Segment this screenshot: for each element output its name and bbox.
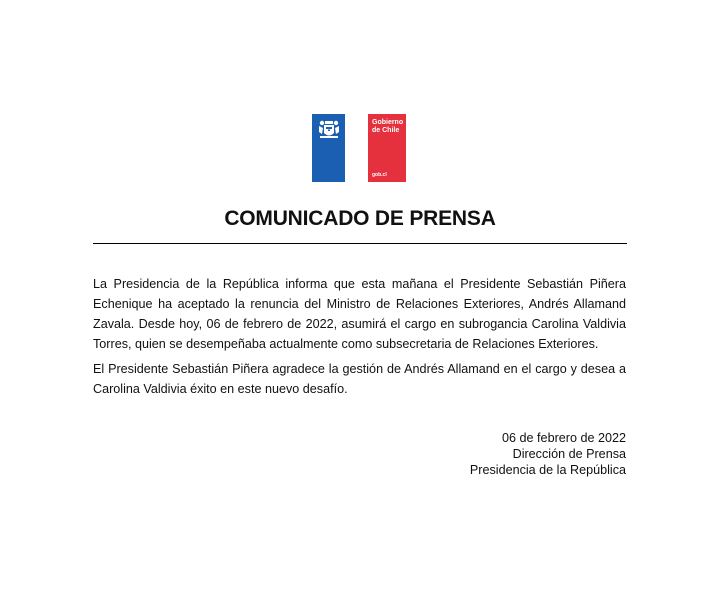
signature-department: Dirección de Prensa <box>512 447 626 461</box>
government-crest-logo <box>312 114 345 182</box>
title-divider <box>93 243 627 244</box>
gobierno-de-chile-logo <box>368 114 406 182</box>
signature-block <box>470 430 626 478</box>
coat-of-arms-icon <box>316 118 342 142</box>
body-paragraph-1: La Presidencia de la República informa que esta mañana el Presidente Sebastián Piñera Echenique ha aceptado la renuncia del Ministro de Relaciones Exteriores, Andrés Allamand Zavala. Desde hoy, 06 de febrero de 2022, asumirá el cargo en subrogancia Carolina Valdivia Torres, quien se desempeñaba actualmente como subsecretaria de Relaciones Exteriores. <box>93 277 626 351</box>
signature-date: 06 de febrero de 2022 <box>502 431 626 445</box>
document-title: COMUNICADO DE PRENSA <box>224 207 496 230</box>
logo-web-label: gob.cl <box>372 172 387 178</box>
body-paragraph-2: El Presidente Sebastián Piñera agradece la gestión de Andrés Allamand en el cargo y desea a Carolina Valdivia éxito en este nuevo desafío. <box>93 362 626 396</box>
signature-organization: Presidencia de la República <box>469 463 626 477</box>
logo-label <box>372 119 403 135</box>
logo-label-line1: Gobierno <box>372 119 404 126</box>
logo-label-line2: de Chile <box>372 127 400 134</box>
